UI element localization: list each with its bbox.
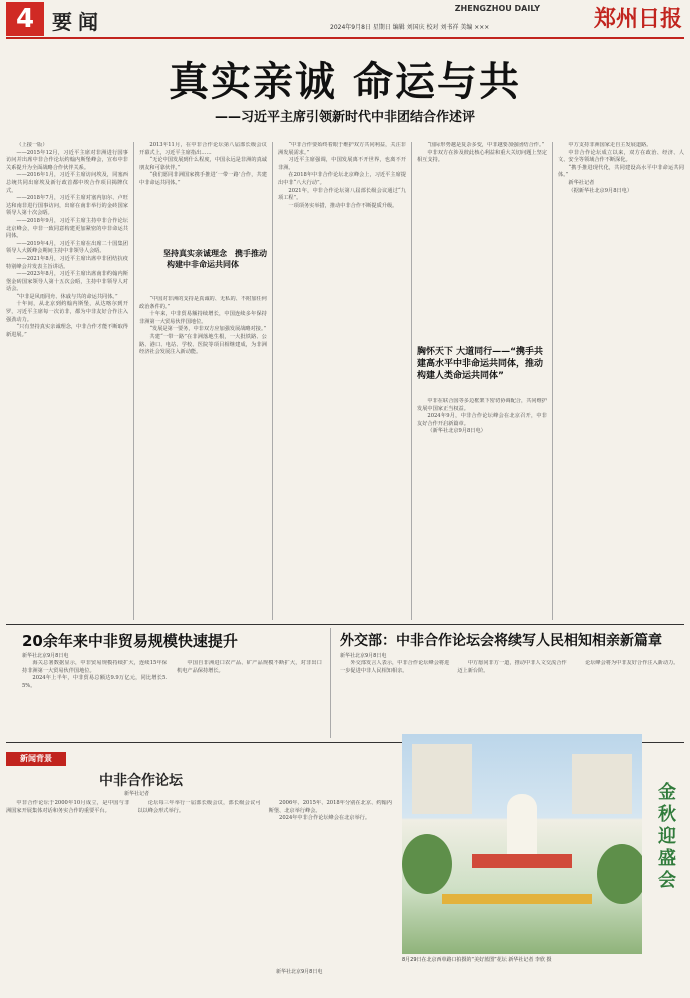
main-headline: 真实亲诚 命运与共 [169,59,521,105]
sub-heading-2: 胸怀天下 大道同行——“携手共建高水平中非命运共同体，推动构建人类命运共同体” [417,347,544,381]
section-divider [6,624,684,625]
paragraph: 新华社记者 [568,179,595,186]
article-column-5 [558,142,684,620]
page-header [0,0,690,38]
paragraph: 一项项务实举措，推动中非合作不断提质升级。 [288,202,398,209]
column-divider [552,142,553,620]
photo-building [412,744,472,814]
issue-meta: 2024年9月8日 星期日 编辑 刘国庆 校对 刘书祥 美编 ××× [330,24,490,31]
paragraph: 2024年中非合作论坛峰会在北京举行。 [279,815,371,822]
story2-headline: 20余年来中非贸易规模快速提升 [22,632,238,650]
paragraph: 在2018年中非合作论坛北京峰会上，习近平主席提出中非“八大行动”。 [278,172,406,186]
page-number: 4 [6,2,44,36]
paragraph: 十年间，从北京到约翰内斯堡，从达喀尔到开罗，习近平主席每一次访非，都为中非友好合作注入强劲动力。 [6,301,128,323]
paragraph: 论坛每三年举行一届部长级会议，部长级会议可以以峰会形式举行。 [137,800,261,814]
sub-heading-1: 坚持真实亲诚理念 携手推动构建中非命运共同体 [139,249,267,269]
paragraph: 共建“一带一路”在非洲落地生根，一大批铁路、公路、港口、电站、学校、医院等项目相继建成，为非洲经济社会发展注入新动能。 [139,333,267,356]
header-rule [6,37,684,39]
column-divider [272,142,273,620]
paragraph: 中方愿同非方一道，推动中非人文交流合作迈上新台阶。 [457,660,567,674]
paragraph: “无论中国发展到什么程度，中国永远是非洲的真诚朋友和可靠伙伴。” [139,157,267,171]
paragraph: 十年来，中非贸易额持续增长，中国连续多年保持非洲第一大贸易伙伴国地位。 [139,311,267,325]
paragraph: 论坛峰会将为中非友好合作注入新动力。 [585,660,679,666]
paragraph: 中非双方在涉及彼此核心利益和重大关切问题上坚定相互支持。 [417,149,547,164]
paragraph: “中非是风雨同舟、休戚与共的命运共同体。” [16,293,118,300]
main-subtitle: ——习近平主席引领新时代中非团结合作述评 [214,110,475,125]
photo-building [572,754,632,814]
paragraph: “中非合作要始终着眼于维护双方共同利益，关注非洲发展需求。” [278,142,406,156]
story3-dateline: 新华社北京9月8日电 [340,653,387,659]
paragraph: 中非合作论坛于2000年10月成立，是中国与非洲国家开展集体对话和务实合作的重要平台。 [6,800,130,814]
paragraph: “中国对非洲的支持是真诚的、无私的、不附加任何政治条件的。” [139,296,267,310]
photo-tree [597,844,642,904]
paragraph: （新华社北京9月8日电） [427,428,486,435]
paragraph: 外交部发言人表示，中非合作论坛峰会将进一步促进中非人民相知相亲。 [340,660,450,674]
paragraph: ——2021年8月，习近平主席出席中非团结抗疫特别峰会并发表主旨讲话。 [6,255,128,270]
article-column-2 [139,142,267,242]
photo-caption: 8月29日在北京西单路口拍摄的“美好蓝图”花坛 新华社记者 李欣 摄 [402,957,552,963]
photo-vertical-title: 金秋迎盛会 [658,782,676,891]
paragraph: （据新华社北京9月8日电） [568,187,633,194]
column-divider [411,142,412,620]
paragraph: “只有坚持真实亲诚理念，中非合作才能不断取得新进展。” [6,324,128,338]
paragraph: “发展是第一要务，中非双方应加强发展战略对接。” [149,326,267,333]
article-column-4b [417,398,547,620]
paragraph: 2006年、2015年、2018年分别在北京、约翰内斯堡、北京举行峰会。 [268,800,392,814]
paragraph: 中方支持非洲国家走自主发展道路。 [568,142,652,148]
paragraph: 中国自非洲进口农产品、矿产品规模不断扩大，对非出口机电产品保持增长。 [177,660,322,674]
paper-name: ZHENGZHOU DAILY [454,4,540,13]
photo-tree [402,834,452,894]
story3-headline: 外交部：中非合作论坛会将续写人民相知相亲新篇章 [340,633,662,649]
story-divider [330,628,331,738]
article-column-3 [278,142,406,620]
story3-body [340,660,684,736]
paragraph: ——2018年7月，习近平主席对塞内加尔、卢旺达和南非进行国事访问，出席在南非举行的金砖国家领导人第十次会晤。 [6,195,128,217]
paragraph: 习近平主席强调，中国发展离不开世界，也离不开非洲。 [278,157,406,171]
paragraph: “国际形势越是复杂多变，中非越要加强团结合作。” [427,142,545,148]
story4-headline: 中非合作论坛 [99,773,183,789]
paragraph: 海关总署数据显示，中非贸易规模持续扩大，连续15年保持非洲第一大贸易伙伴国地位。 [22,660,167,674]
story4-body [6,800,392,964]
paragraph: 2024年9月，中非合作论坛峰会在北京召开，中非友好合作开启新篇章。 [417,413,547,427]
paragraph: 中非合作论坛成立以来，双方在政治、经济、人文、安全等领域合作不断深化。 [558,149,684,164]
news-background-tag: 新闻背景 [6,752,66,766]
paragraph: 2024年上半年，中非贸易总额达9.9万亿元，同比增长5.5%。 [22,675,167,689]
story4-byline: 新华社记者 [124,791,150,797]
paragraph: ——2023年8月，习近平主席出席南非约翰内斯堡金砖国家领导人第十五次会晤，主持中非领导人对话会。 [6,271,128,293]
paragraph: （上接一版） [16,142,48,148]
story4-dateline: 新华社北京9月8日电 [276,969,323,975]
article-column-1 [6,142,128,620]
section-name: 要闻 [52,10,104,34]
paragraph: ——2018年9月，习近平主席主持中非合作论坛北京峰会，中非一致同意构建更加紧密的中非命运共同体。 [6,217,128,240]
paragraph: ——2019年4月，习近平主席在出席二十国集团领导人大阪峰会期间主持中非领导人会晤。 [6,240,128,255]
newspaper-logo: 郑州日报 [593,6,682,32]
column-divider [133,142,134,620]
article-column-2b [139,296,267,620]
flower-bed-photo [402,734,642,954]
paragraph: 2021年，中非合作论坛第八届部长级会议通过“九项工程”。 [278,187,406,202]
article-column-4 [417,142,547,342]
paragraph: “我们愿同非洲国家携手推进‘一带一路’合作，共建中非命运共同体。” [139,172,267,186]
story2-dateline: 新华社北京9月8日电 [22,653,69,659]
paragraph: 中非在联合国等多边框架下密切协调配合，共同维护发展中国家正当权益。 [417,398,547,412]
photo-flowers [442,894,592,904]
paragraph: “携手推进现代化，共同建设高水平中非命运共同体。” [558,164,684,179]
photo-flowers [472,854,572,868]
paragraph: 2013年11月，在中非合作论坛第八届部长级会议开幕式上，习近平主席指出…… [139,142,267,156]
story2-body [22,660,322,742]
photo-sculpture [507,794,537,854]
paragraph: ——2016年1月，习近平主席访问埃及，同塞西总统共同出席埃及新行政首都中埃合作项目揭牌仪式。 [6,172,128,194]
paragraph: ——2015年12月，习近平主席对非洲进行国事访问并出席中非合作论坛约翰内斯堡峰会，宣布中非关系提升为全面战略合作伙伴关系。 [6,149,128,171]
